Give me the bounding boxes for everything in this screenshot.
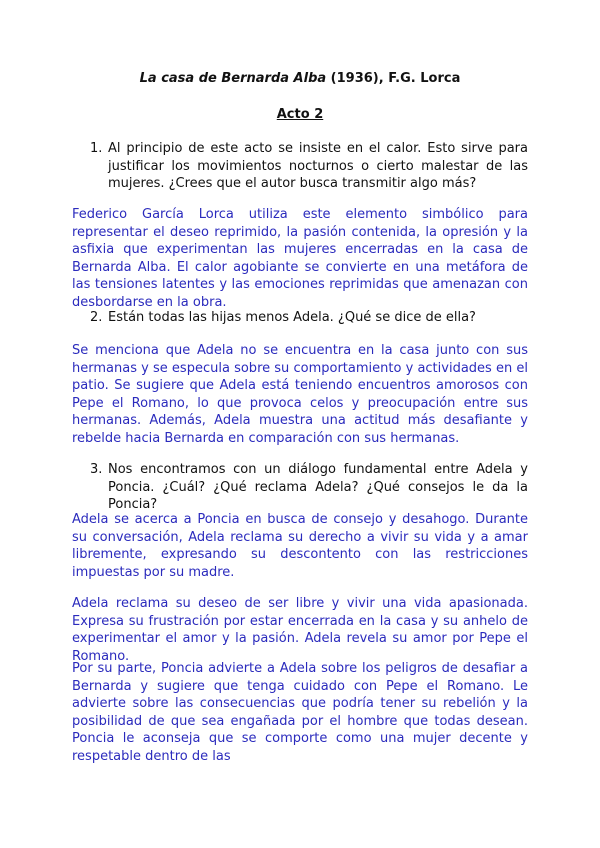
question-3 xyxy=(90,461,528,514)
answer-paragraph-5: Por su parte, Poncia advierte a Adela sobre los peligros de desafiar a Bernarda y sugiere que tenga cuidado con Pepe el Romano. Le advierte sobre las consecuencias que podría tener su rebelión y la posibilidad de que sea engañada por el hombre que todas desean. Poncia le aconseja que se comporte como una mujer decente y respetable dentro de las xyxy=(72,661,528,764)
act-heading: Acto 2 xyxy=(276,107,324,122)
question-text: Nos encontramos con un diálogo fundamental entre Adela y Poncia. ¿Cuál? ¿Qué reclama Adela? ¿Qué consejos le da la Poncia? xyxy=(108,462,528,512)
answer-paragraph-3: Adela se acerca a Poncia en busca de consejo y desahogo. Durante su conversación, Adela reclama su derecho a vivir su vida y a amar libremente, expresando su descontento con las restricciones impuestas por su madre. xyxy=(72,512,528,580)
title-details: (1936), F.G. Lorca xyxy=(326,71,461,86)
work-title: La casa de Bernarda Alba xyxy=(139,71,327,86)
document-title xyxy=(0,70,600,88)
question-2 xyxy=(90,309,528,327)
question-number: 1. xyxy=(90,141,103,156)
question-1 xyxy=(90,140,528,193)
answer-paragraph-2: Se menciona que Adela no se encuentra en la casa junto con sus hermanas y se especula sobre su comportamiento y actividades en el patio. Se sugiere que Adela está teniendo encuentros amorosos con Pepe el Romano, lo que provoca celos y preocupación entre sus hermanas. Además, Adela muestra una actitud más desafiante y rebelde hacia Bernarda en comparación con sus hermanas. xyxy=(72,343,528,446)
question-text: Al principio de este acto se insiste en el calor. Esto sirve para justificar los movimientos nocturnos o cierto malestar de las mujeres. ¿Crees que el autor busca transmitir algo más? xyxy=(108,141,528,191)
question-number: 3. xyxy=(90,462,103,477)
answer-paragraph-1: Federico García Lorca utiliza este elemento simbólico para representar el deseo reprimido, la pasión contenida, la opresión y la asfixia que experimentan las mujeres encerradas en la casa de Bernarda Alba. El calor agobiante se convierte en una metáfora de las tensiones latentes y las emociones reprimidas que amenazan con desbordarse en la obra. xyxy=(72,207,528,310)
answer-paragraph-4: Adela reclama su deseo de ser libre y vivir una vida apasionada. Expresa su frustración por estar encerrada en la casa y su anhelo de experimentar el amor y la pasión. Adela revela su amor por Pepe el Romano. xyxy=(72,596,528,664)
question-text: Están todas las hijas menos Adela. ¿Qué se dice de ella? xyxy=(108,310,476,325)
question-number: 2. xyxy=(90,310,103,325)
